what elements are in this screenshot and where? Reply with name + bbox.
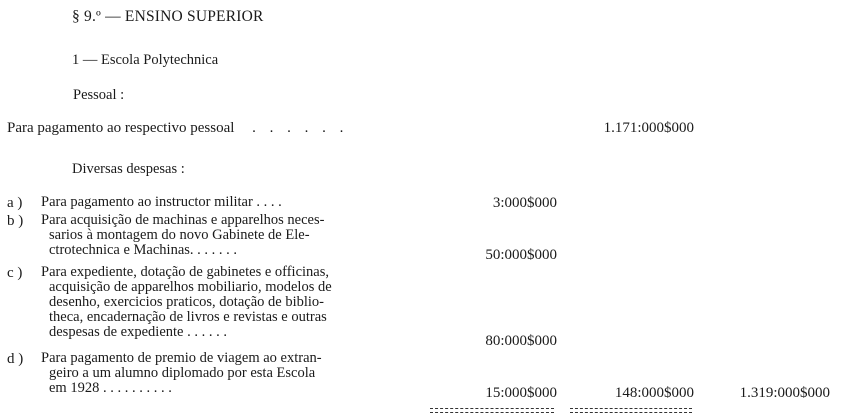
item-letter-d: d ) bbox=[7, 351, 24, 367]
total-amount: 1.319:000$000 bbox=[739, 385, 830, 401]
item-text-b bbox=[41, 213, 324, 258]
item-amount-a: 3:000$000 bbox=[492, 195, 557, 211]
item-d-line-1: Para pagamento de premio de viagem ao extran- bbox=[41, 350, 322, 366]
item-c-line-3: desenho, exercicios praticos, dotação de biblio- bbox=[49, 294, 324, 310]
item-letter-c: c ) bbox=[7, 265, 23, 281]
rule-subtotal-double bbox=[570, 412, 692, 413]
item-a-line-1: Para pagamento ao instructor militar . . . . bbox=[41, 194, 282, 210]
item-amount-c: 80:000$000 bbox=[485, 333, 557, 349]
item-text-d bbox=[41, 351, 322, 396]
item-letter-b: b ) bbox=[7, 213, 24, 229]
item-d-line-2: geiro a um alumno diplomado por esta Escola bbox=[49, 365, 316, 381]
item-amount-d: 15:000$000 bbox=[485, 385, 557, 401]
item-text-c bbox=[41, 265, 332, 340]
item-b-line-1: Para acquisição de machinas e apparelhos neces- bbox=[41, 212, 325, 228]
pessoal-dots: . . . . . . bbox=[252, 120, 349, 136]
item-c-line-2: acquisição de apparelhos mobiliario, modelos de bbox=[49, 279, 332, 295]
subsection-title: 1 — Escola Polytechnica bbox=[72, 52, 219, 68]
rule-subtotal bbox=[570, 408, 692, 409]
subtotal-amount: 148:000$000 bbox=[614, 385, 694, 401]
item-c-line-1: Para expediente, dotação de gabinetes e officinas, bbox=[41, 264, 329, 280]
pessoal-amount: 1.171:000$000 bbox=[603, 120, 694, 136]
item-b-line-3: ctrotechnica e Machinas. . . . . . . bbox=[49, 242, 238, 258]
rule-items-double bbox=[430, 412, 554, 413]
pessoal-text: Para pagamento ao respectivo pessoal bbox=[7, 120, 235, 136]
despesas-caption: Diversas despesas : bbox=[72, 161, 185, 177]
item-text-a bbox=[41, 195, 282, 210]
item-c-line-5: despesas de expediente . . . . . . bbox=[49, 324, 227, 340]
item-letter-a: a ) bbox=[7, 195, 23, 211]
rule-items bbox=[430, 408, 554, 409]
pessoal-caption: Pessoal : bbox=[73, 87, 125, 103]
pessoal-line bbox=[7, 121, 348, 135]
item-b-line-2: sarios à montagem do novo Gabinete de Ele- bbox=[49, 227, 310, 243]
item-c-line-4: theca, encadernação de livros e revistas e outras bbox=[49, 309, 327, 325]
section-title: § 9.º — ENSINO SUPERIOR bbox=[72, 8, 264, 25]
item-d-line-3: em 1928 . . . . . . . . . . bbox=[49, 380, 172, 396]
item-amount-b: 50:000$000 bbox=[485, 247, 557, 263]
